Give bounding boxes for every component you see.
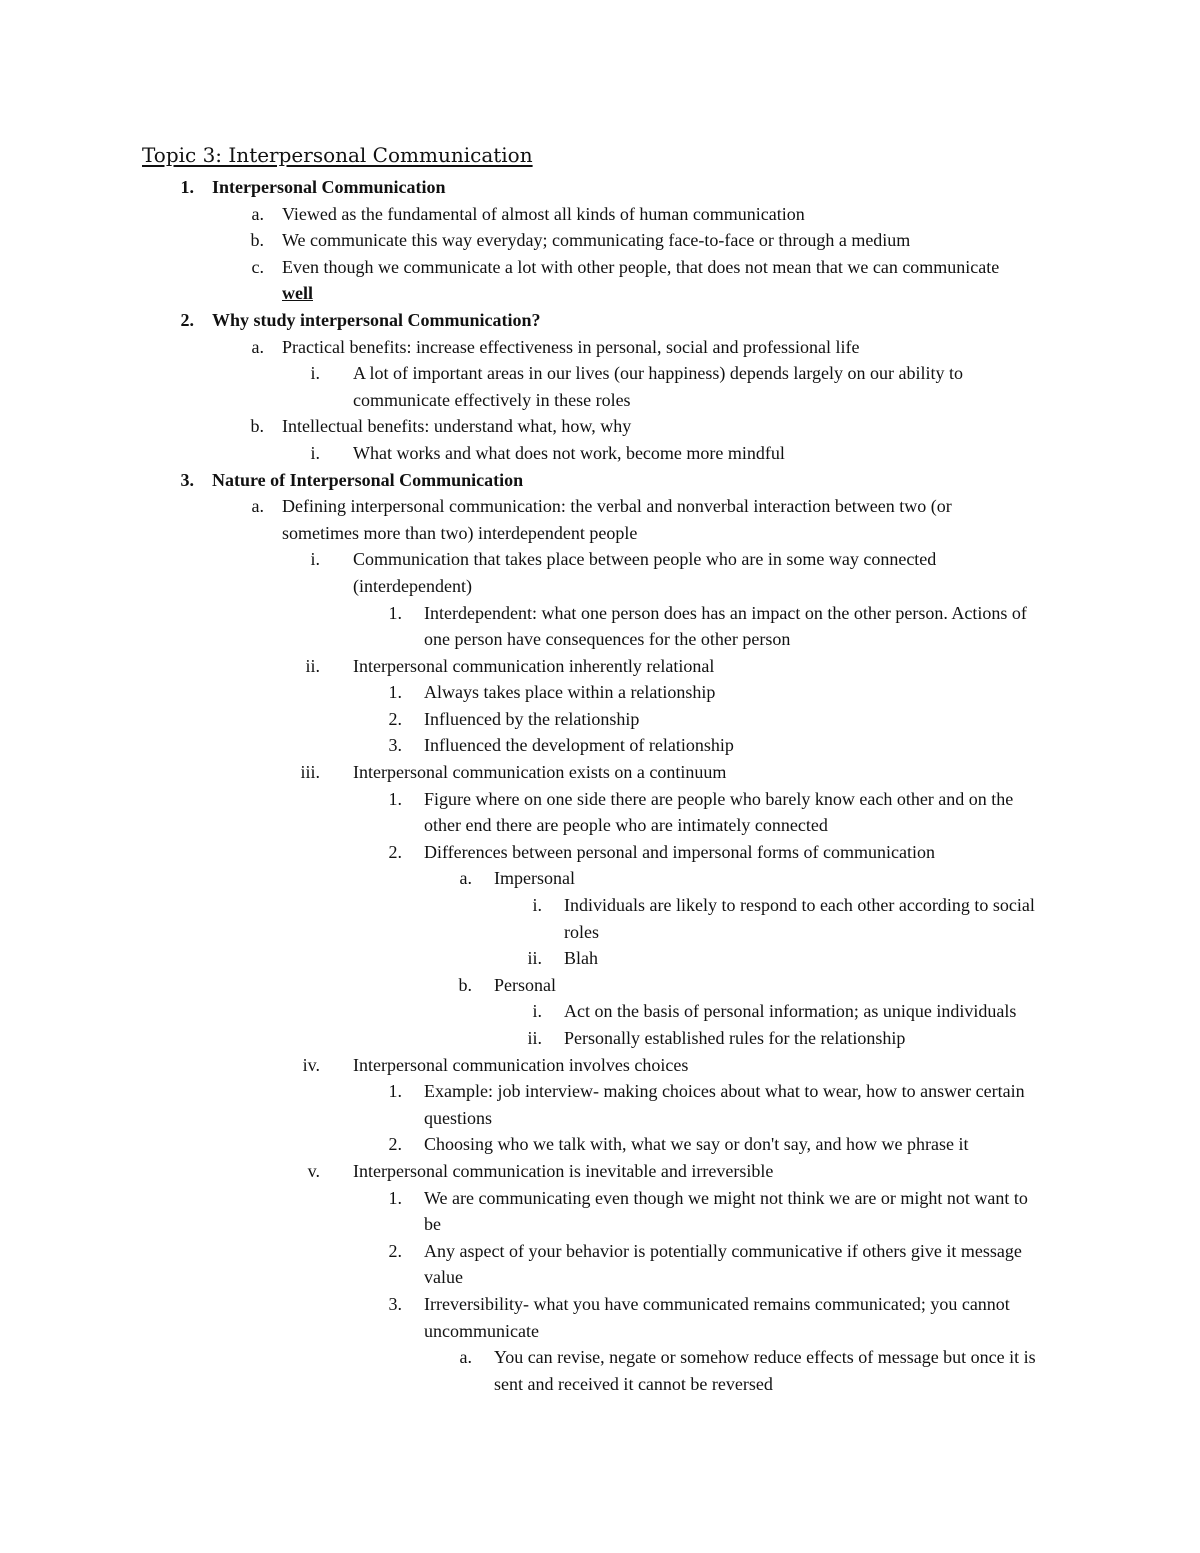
outline-list <box>0 174 1200 1397</box>
list-marker: i. <box>310 442 320 463</box>
list-marker: 1. <box>388 1081 402 1102</box>
item-text: Why study interpersonal Communication? <box>212 309 541 330</box>
list-marker: b. <box>250 230 264 251</box>
item-text: Example: job interview- making choices about what to wear, how to answer certain questions <box>424 1081 1025 1128</box>
outline-item <box>0 254 1200 307</box>
list-marker: 3. <box>388 735 402 756</box>
list-item-text <box>353 440 1033 467</box>
list-marker: a. <box>459 868 472 889</box>
outline-item <box>0 998 1200 1025</box>
list-item-text <box>424 1185 1044 1238</box>
outline-item <box>0 1025 1200 1052</box>
list-marker: 1. <box>388 602 402 623</box>
outline-item <box>0 945 1200 972</box>
item-text: Intellectual benefits: understand what, how, why <box>282 416 632 437</box>
list-item-text <box>282 413 1022 440</box>
list-marker: a. <box>251 203 264 224</box>
outline-item <box>0 1052 1200 1079</box>
outline-item <box>0 865 1200 892</box>
list-marker: a. <box>251 336 264 357</box>
list-item-text <box>424 1078 1044 1131</box>
list-item-text <box>494 1344 1059 1397</box>
outline-item <box>0 546 1200 599</box>
outline-item <box>0 440 1200 467</box>
list-marker: ii. <box>305 655 320 676</box>
list-marker: ii. <box>527 948 542 969</box>
item-text: Act on the basis of personal information; as unique individuals <box>564 1001 1017 1022</box>
item-text: Nature of Interpersonal Communication <box>212 469 524 490</box>
list-marker: 1. <box>388 1187 402 1208</box>
item-text: We communicate this way everyday; communicating face-to-face or through a medium <box>282 230 911 251</box>
list-item-text <box>424 1291 1044 1344</box>
outline-item <box>0 307 1200 334</box>
item-text: Irreversibility- what you have communicated remains communicated; you cannot uncommunicate <box>424 1293 1010 1341</box>
outline-item <box>0 1078 1200 1131</box>
outline-item <box>0 467 1200 494</box>
list-marker: 1. <box>388 788 402 809</box>
list-item-text <box>353 653 1033 680</box>
item-text: Influenced by the relationship <box>424 708 640 729</box>
list-item-text <box>282 334 1022 361</box>
outline-item <box>0 174 1200 201</box>
list-item-text <box>212 174 1032 201</box>
item-text: Figure where on one side there are people who barely know each other and on the other end there are people who are intimately connected <box>424 788 1014 836</box>
item-text: Choosing who we talk with, what we say or don't say, and how we phrase it <box>424 1134 969 1155</box>
list-item-text <box>564 945 1064 972</box>
item-text: Any aspect of your behavior is potentially communicative if others give it message value <box>424 1240 1022 1288</box>
list-marker: v. <box>307 1160 320 1181</box>
list-marker: 2. <box>388 1134 402 1155</box>
list-marker: i. <box>310 549 320 570</box>
list-item-text <box>564 998 1064 1025</box>
list-item-text <box>353 1052 1033 1079</box>
list-item-text <box>424 706 1044 733</box>
outline-item <box>0 972 1200 999</box>
item-text: Blah <box>564 948 598 969</box>
item-text: Even though we communicate a lot with other people, that does not mean that we can communicate <box>282 256 1000 277</box>
list-item-text <box>564 1025 1064 1052</box>
list-item-text <box>353 1158 1033 1185</box>
page-title: Topic 3: Interpersonal Communication <box>142 143 533 167</box>
outline-item <box>0 360 1200 413</box>
list-marker: 3. <box>388 1293 402 1314</box>
item-text: Interdependent: what one person does has an impact on the other person. Actions of one person have consequences for the other person <box>424 602 1027 650</box>
item-text: Differences between personal and impersonal forms of communication <box>424 841 935 862</box>
list-item-text <box>424 839 1044 866</box>
list-item-text <box>353 546 1033 599</box>
list-item-text <box>424 600 1044 653</box>
outline-item <box>0 759 1200 786</box>
list-marker: 2. <box>388 841 402 862</box>
list-item-text <box>282 201 1022 228</box>
item-text: Communication that takes place between people who are in some way connected (interdependent) <box>353 549 937 596</box>
item-text: Interpersonal communication exists on a continuum <box>353 762 727 783</box>
item-text: You can revise, negate or somehow reduce effects of message but once it is sent and received it cannot be reversed <box>494 1347 1036 1394</box>
outline-item <box>0 1238 1200 1291</box>
list-item-text <box>564 892 1064 945</box>
outline-item <box>0 839 1200 866</box>
item-text: Always takes place within a relationship <box>424 682 716 703</box>
list-item-text <box>494 972 1059 999</box>
list-item-text <box>282 254 1022 307</box>
item-text: Defining interpersonal communication: the verbal and nonverbal interaction between two (or sometimes more than two) interdependent people <box>282 496 952 543</box>
list-marker: i. <box>532 1001 542 1022</box>
outline-item <box>0 653 1200 680</box>
item-text: Influenced the development of relationship <box>424 735 734 756</box>
outline-item <box>0 493 1200 546</box>
item-text: Interpersonal communication inherently relational <box>353 655 715 676</box>
list-item-text <box>282 493 1022 546</box>
outline-item <box>0 679 1200 706</box>
list-marker: iii. <box>300 762 320 783</box>
list-item-text <box>424 732 1044 759</box>
item-text: Interpersonal Communication <box>212 177 446 197</box>
list-item-text <box>424 786 1044 839</box>
item-text: Interpersonal communication is inevitable and irreversible <box>353 1160 774 1181</box>
list-item-text <box>353 360 1033 413</box>
emphasis-text: well <box>282 283 313 304</box>
item-text: Viewed as the fundamental of almost all kinds of human communication <box>282 203 805 224</box>
list-item-text <box>424 1238 1044 1291</box>
outline-item <box>0 201 1200 228</box>
item-text: Personally established rules for the relationship <box>564 1028 906 1048</box>
outline-item <box>0 1131 1200 1158</box>
list-marker: 1. <box>388 682 402 703</box>
list-marker: ii. <box>527 1028 542 1048</box>
list-item-text <box>424 1131 1044 1158</box>
item-text: Practical benefits: increase effectiveness in personal, social and professional life <box>282 336 860 357</box>
item-text: Interpersonal communication involves choices <box>353 1054 689 1075</box>
outline-item <box>0 334 1200 361</box>
list-item-text <box>212 467 1032 494</box>
outline-item <box>0 892 1200 945</box>
list-item-text <box>212 307 1032 334</box>
outline-item <box>0 1158 1200 1185</box>
list-marker: a. <box>251 496 264 517</box>
list-marker: c. <box>251 256 264 277</box>
item-text: Personal <box>494 974 556 995</box>
outline-item <box>0 227 1200 254</box>
outline-item <box>0 600 1200 653</box>
list-marker: b. <box>250 416 264 437</box>
outline-item <box>0 786 1200 839</box>
outline-item <box>0 413 1200 440</box>
outline-item <box>0 1291 1200 1344</box>
list-item-text <box>494 865 1059 892</box>
list-item-text <box>353 759 1033 786</box>
list-marker: 2. <box>388 708 402 729</box>
list-marker: b. <box>458 974 472 995</box>
item-text: Individuals are likely to respond to each other according to social roles <box>564 895 1035 942</box>
item-text: Impersonal <box>494 868 575 889</box>
outline-item <box>0 706 1200 733</box>
list-marker: 2. <box>180 309 194 330</box>
list-marker: a. <box>459 1347 472 1368</box>
outline-item <box>0 732 1200 759</box>
list-marker: 3. <box>180 469 194 490</box>
item-text: We are communicating even though we might not think we are or might not want to be <box>424 1187 1028 1235</box>
list-marker: iv. <box>302 1054 320 1075</box>
list-marker: i. <box>532 895 542 916</box>
item-text: A lot of important areas in our lives (our happiness) depends largely on our ability to communicate effectively in these roles <box>353 363 964 410</box>
item-text: What works and what does not work, become more mindful <box>353 442 785 463</box>
outline-item <box>0 1344 1200 1397</box>
list-item-text <box>424 679 1044 706</box>
list-marker: i. <box>310 363 320 384</box>
outline-item <box>0 1185 1200 1238</box>
list-item-text <box>282 227 1022 254</box>
list-marker: 2. <box>388 1240 402 1261</box>
list-marker: 1. <box>180 177 194 197</box>
